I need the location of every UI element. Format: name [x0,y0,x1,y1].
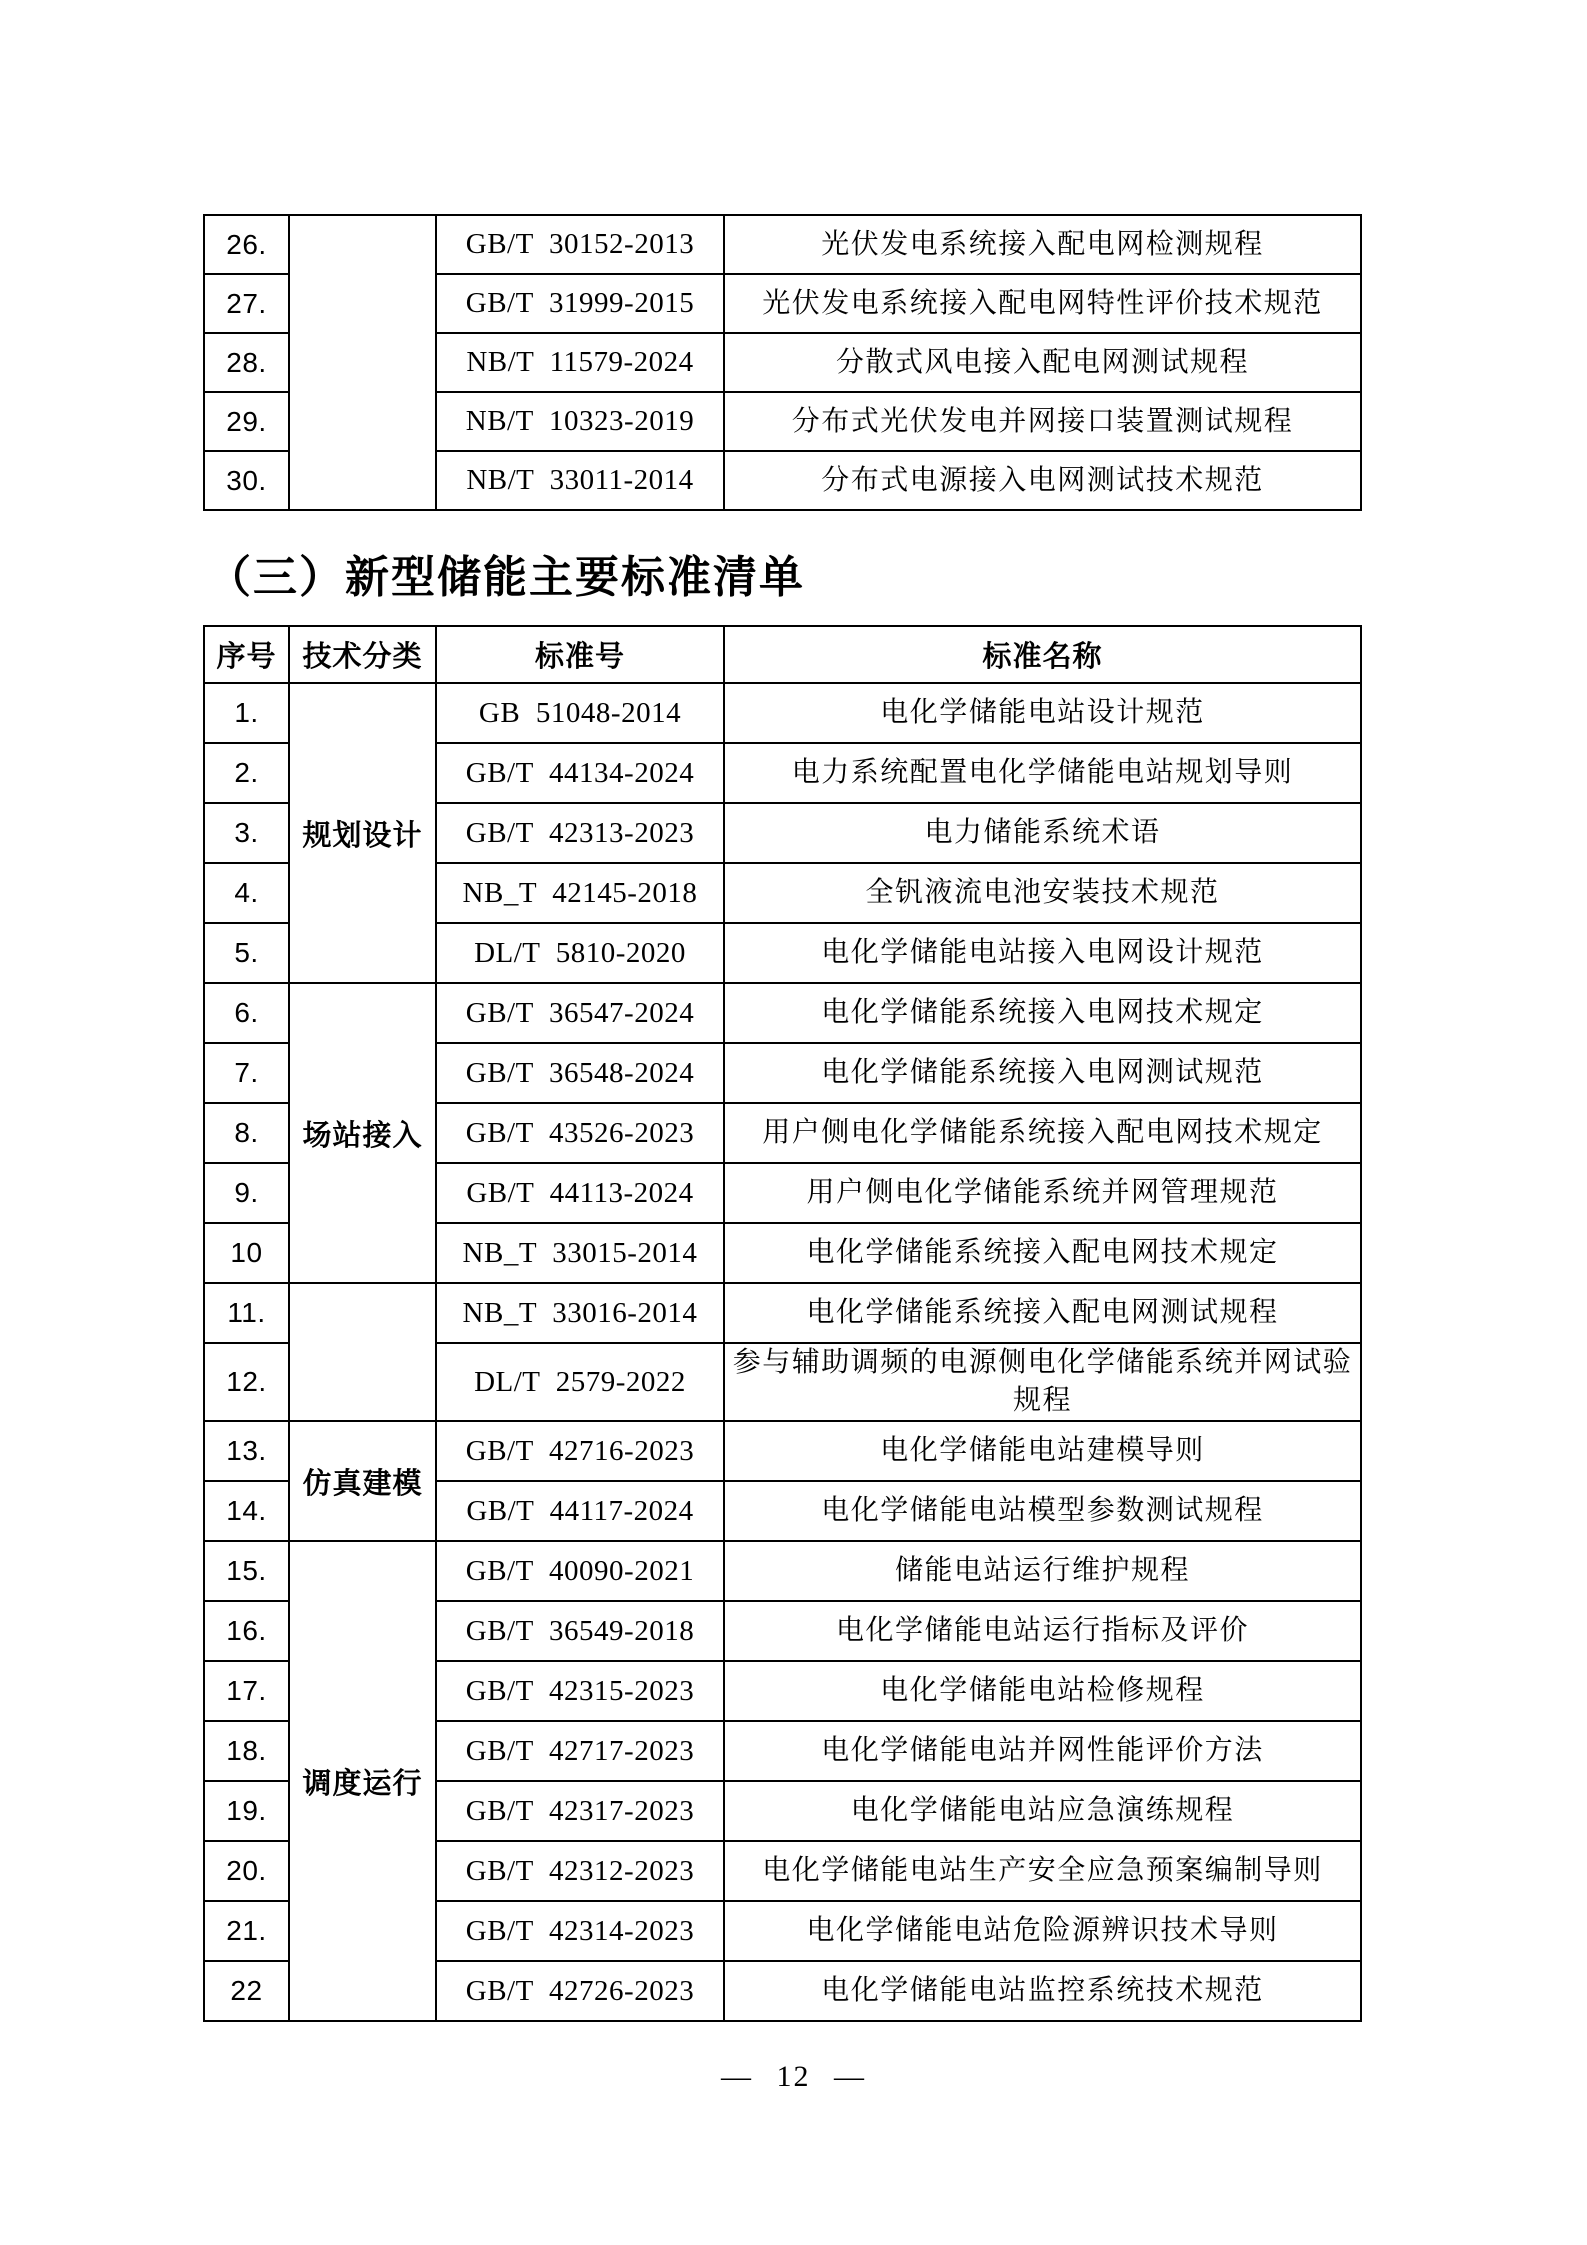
cell-seq: 21. [204,1901,289,1961]
table-row [204,215,1361,274]
cell-standard-name: 电化学储能电站应急演练规程 [724,1781,1361,1841]
cell-standard-code: NB/T 33011-2014 [436,451,724,510]
cell-standard-name: 电化学储能电站检修规程 [724,1661,1361,1721]
cell-standard-code: NB_T 33016-2014 [436,1283,724,1343]
cell-standard-code: GB/T 42716-2023 [436,1421,724,1481]
cell-seq: 30. [204,451,289,510]
cell-standard-name: 光伏发电系统接入配电网特性评价技术规范 [724,274,1361,333]
cell-seq: 12. [204,1343,289,1421]
cell-standard-name: 分布式光伏发电并网接口装置测试规程 [724,392,1361,451]
cell-standard-code: NB_T 42145-2018 [436,863,724,923]
cell-seq: 29. [204,392,289,451]
storage-standards-table [203,625,1362,2022]
cell-standard-name: 电化学储能电站危险源辨识技术导则 [724,1901,1361,1961]
cell-category: 调度运行 [289,1541,436,2021]
cell-standard-code: GB/T 36548-2024 [436,1043,724,1103]
cell-seq: 16. [204,1601,289,1661]
cell-category: 场站接入 [289,983,436,1283]
cell-seq: 9. [204,1163,289,1223]
cell-standard-name: 分布式电源接入电网测试技术规范 [724,451,1361,510]
cell-category [289,1283,436,1421]
cell-standard-name: 参与辅助调频的电源侧电化学储能系统并网试验规程 [724,1343,1361,1421]
cell-seq: 13. [204,1421,289,1481]
cell-seq: 22 [204,1961,289,2021]
cell-seq: 10 [204,1223,289,1283]
cell-seq: 19. [204,1781,289,1841]
cell-standard-code: GB/T 44117-2024 [436,1481,724,1541]
table-header-row [204,626,1361,683]
cell-standard-code: GB/T 44113-2024 [436,1163,724,1223]
cell-standard-name: 电化学储能电站生产安全应急预案编制导则 [724,1841,1361,1901]
cell-seq: 8. [204,1103,289,1163]
cell-standard-name: 电化学储能系统接入配电网测试规程 [724,1283,1361,1343]
table-row [204,1283,1361,1343]
page-number: — 12 — [721,2060,866,2093]
cell-standard-name: 电化学储能电站设计规范 [724,683,1361,743]
cell-seq: 2. [204,743,289,803]
cell-seq: 3. [204,803,289,863]
cell-standard-code: GB/T 42315-2023 [436,1661,724,1721]
cell-standard-code: NB/T 10323-2019 [436,392,724,451]
cell-standard-name: 电力储能系统术语 [724,803,1361,863]
cell-standard-code: GB/T 42726-2023 [436,1961,724,2021]
cell-category: 仿真建模 [289,1421,436,1541]
table-row [204,1421,1361,1481]
cell-standard-name: 全钒液流电池安装技术规范 [724,863,1361,923]
cell-standard-name: 电化学储能电站并网性能评价方法 [724,1721,1361,1781]
cell-seq: 11. [204,1283,289,1343]
cell-standard-code: NB/T 11579-2024 [436,333,724,392]
cell-seq: 14. [204,1481,289,1541]
cell-standard-code: GB/T 42317-2023 [436,1781,724,1841]
table-row [204,983,1361,1043]
cell-standard-name: 用户侧电化学储能系统接入配电网技术规定 [724,1103,1361,1163]
cell-standard-code: GB/T 42312-2023 [436,1841,724,1901]
cell-standard-code: DL/T 5810-2020 [436,923,724,983]
cell-seq: 1. [204,683,289,743]
cell-standard-name: 电化学储能电站建模导则 [724,1421,1361,1481]
cell-seq: 26. [204,215,289,274]
cell-standard-code: GB/T 42314-2023 [436,1901,724,1961]
cell-category: 规划设计 [289,683,436,983]
cell-standard-name: 电力系统配置电化学储能电站规划导则 [724,743,1361,803]
header-name: 标准名称 [724,626,1361,683]
cell-standard-name: 储能电站运行维护规程 [724,1541,1361,1601]
table-row [204,683,1361,743]
cell-seq: 18. [204,1721,289,1781]
cell-seq: 5. [204,923,289,983]
cell-standard-code: GB/T 36547-2024 [436,983,724,1043]
cell-standard-name: 电化学储能系统接入电网测试规范 [724,1043,1361,1103]
cell-standard-name: 电化学储能电站接入电网设计规范 [724,923,1361,983]
cell-seq: 17. [204,1661,289,1721]
cell-standard-name: 电化学储能电站模型参数测试规程 [724,1481,1361,1541]
cell-standard-code: GB 51048-2014 [436,683,724,743]
cell-seq: 7. [204,1043,289,1103]
header-code: 标准号 [436,626,724,683]
cell-standard-name: 电化学储能系统接入配电网技术规定 [724,1223,1361,1283]
cell-seq: 6. [204,983,289,1043]
cell-seq: 15. [204,1541,289,1601]
cell-standard-code: GB/T 31999-2015 [436,274,724,333]
cell-standard-name: 电化学储能电站运行指标及评价 [724,1601,1361,1661]
cell-standard-code: GB/T 30152-2013 [436,215,724,274]
header-seq: 序号 [204,626,289,683]
cell-standard-code: DL/T 2579-2022 [436,1343,724,1421]
cell-standard-name: 用户侧电化学储能系统并网管理规范 [724,1163,1361,1223]
cell-standard-name: 光伏发电系统接入配电网检测规程 [724,215,1361,274]
cell-standard-name: 电化学储能电站监控系统技术规范 [724,1961,1361,2021]
cell-standard-code: GB/T 43526-2023 [436,1103,724,1163]
cell-seq: 27. [204,274,289,333]
header-category: 技术分类 [289,626,436,683]
cell-standard-code: NB_T 33015-2014 [436,1223,724,1283]
cell-standard-code: GB/T 40090-2021 [436,1541,724,1601]
cell-standard-name: 分散式风电接入配电网测试规程 [724,333,1361,392]
cell-standard-name: 电化学储能系统接入电网技术规定 [724,983,1361,1043]
cell-category [289,215,436,510]
cell-standard-code: GB/T 42313-2023 [436,803,724,863]
cell-seq: 20. [204,1841,289,1901]
cell-seq: 28. [204,333,289,392]
cell-standard-code: GB/T 36549-2018 [436,1601,724,1661]
section-heading: （三）新型储能主要标准清单 [207,553,805,602]
cell-standard-code: GB/T 44134-2024 [436,743,724,803]
cell-seq: 4. [204,863,289,923]
table-row [204,1541,1361,1601]
standards-table-continued [203,214,1362,511]
cell-standard-code: GB/T 42717-2023 [436,1721,724,1781]
